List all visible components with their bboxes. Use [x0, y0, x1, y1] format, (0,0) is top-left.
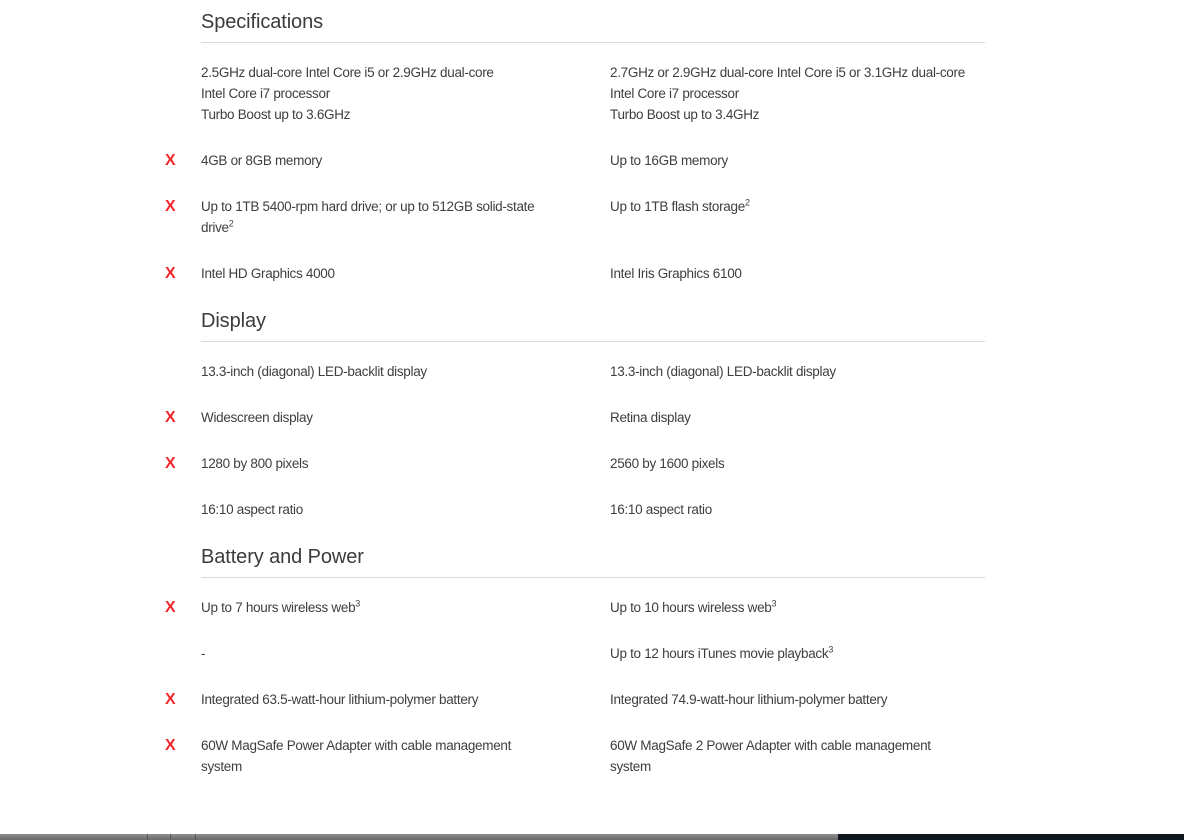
spec-cell-left	[201, 735, 610, 777]
cell-text: Intel Iris Graphics 6100	[610, 266, 742, 281]
spec-cell-right	[610, 62, 985, 125]
table-row	[164, 643, 1184, 664]
cell-text: Up to 1TB flash storage	[610, 199, 745, 214]
section-rows	[164, 62, 1184, 284]
section-title: Specifications	[201, 11, 323, 33]
mismatch-x-icon: X	[165, 152, 176, 169]
taskbar-separator	[170, 834, 171, 840]
mismatch-marker-cell	[164, 597, 201, 618]
mismatch-x-icon: X	[165, 455, 176, 472]
mismatch-marker-cell	[164, 643, 201, 664]
section-display	[164, 309, 1184, 520]
table-row	[164, 453, 1184, 474]
mismatch-marker-cell	[164, 689, 201, 710]
footnote-superscript: 2	[228, 218, 234, 229]
section-header	[201, 10, 985, 43]
mismatch-x-icon: X	[165, 737, 176, 754]
cell-text: Integrated 74.9-watt-hour lithium-polymer battery	[610, 692, 888, 707]
mismatch-marker-cell	[164, 150, 201, 171]
mismatch-marker-cell	[164, 407, 201, 428]
footnote-superscript: 3	[355, 598, 361, 609]
cell-text: 2.5GHz dual-core Intel Core i5 or 2.9GHz dual-core Intel Core i7 processor Turbo Boost up to 3.6GHz	[201, 65, 494, 122]
section-header	[201, 545, 985, 578]
table-row	[164, 735, 1184, 777]
cell-text: Up to 1TB 5400-rpm hard drive; or up to 512GB solid-state drive	[201, 199, 535, 235]
cell-text: Up to 16GB memory	[610, 153, 728, 168]
taskbar-dark-segment[interactable]	[838, 834, 1184, 840]
spec-cell-right	[610, 263, 985, 284]
table-row	[164, 263, 1184, 284]
spec-cell-left	[201, 499, 610, 520]
cell-text: Up to 7 hours wireless web	[201, 600, 356, 615]
cell-text: 4GB or 8GB memory	[201, 153, 322, 168]
table-row	[164, 597, 1184, 618]
section-title: Display	[201, 310, 266, 332]
cell-text: 1280 by 800 pixels	[201, 456, 309, 471]
spec-cell-right	[610, 407, 985, 428]
spec-cell-left	[201, 689, 610, 710]
mismatch-marker-cell	[164, 263, 201, 284]
mismatch-x-icon: X	[165, 265, 176, 282]
spec-cell-left	[201, 150, 610, 171]
taskbar-strip[interactable]	[0, 834, 1184, 840]
taskbar-left-segment[interactable]	[0, 834, 838, 840]
table-row	[164, 196, 1184, 238]
footnote-superscript: 3	[828, 644, 834, 655]
mismatch-marker-cell	[164, 62, 201, 125]
section-rows	[164, 361, 1184, 520]
spec-cell-right	[610, 453, 985, 474]
cell-text: 16:10 aspect ratio	[610, 502, 712, 517]
spec-cell-left	[201, 263, 610, 284]
spec-cell-right	[610, 597, 985, 618]
cell-text: Widescreen display	[201, 410, 313, 425]
cell-text: 13.3-inch (diagonal) LED-backlit display	[201, 364, 427, 379]
spec-cell-right	[610, 689, 985, 710]
table-row	[164, 689, 1184, 710]
mismatch-marker-cell	[164, 735, 201, 777]
section-header	[201, 309, 985, 342]
cell-text: Intel HD Graphics 4000	[201, 266, 335, 281]
cell-text: 2.7GHz or 2.9GHz dual-core Intel Core i5 or 3.1GHz dual-core Intel Core i7 processor Turbo Boost up to 3.4GHz	[610, 65, 965, 122]
cell-text: Up to 12 hours iTunes movie playback	[610, 646, 829, 661]
section-title: Battery and Power	[201, 546, 364, 568]
spec-cell-left	[201, 407, 610, 428]
spec-cell-left	[201, 643, 610, 664]
table-row	[164, 150, 1184, 171]
cell-text: 13.3-inch (diagonal) LED-backlit display	[610, 364, 836, 379]
table-row	[164, 407, 1184, 428]
cell-text: 2560 by 1600 pixels	[610, 456, 725, 471]
spec-cell-left	[201, 196, 610, 238]
section-specifications	[164, 10, 1184, 284]
section-battery-and-power	[164, 545, 1184, 777]
mismatch-marker-cell	[164, 196, 201, 238]
cell-text: 60W MagSafe Power Adapter with cable management system	[201, 738, 512, 774]
table-row	[164, 499, 1184, 520]
spec-cell-left	[201, 597, 610, 618]
cell-text: -	[201, 646, 206, 661]
mismatch-marker-cell	[164, 453, 201, 474]
section-rows	[164, 597, 1184, 777]
taskbar-separator	[147, 834, 148, 840]
spec-cell-left	[201, 361, 610, 382]
mismatch-marker-cell	[164, 499, 201, 520]
mismatch-x-icon: X	[165, 599, 176, 616]
table-row	[164, 62, 1184, 125]
cell-text: 60W MagSafe 2 Power Adapter with cable management system	[610, 738, 931, 774]
footnote-superscript: 2	[744, 197, 750, 208]
spec-cell-right	[610, 150, 985, 171]
mismatch-marker-cell	[164, 361, 201, 382]
taskbar-separator	[195, 834, 196, 840]
spec-cell-right	[610, 196, 985, 238]
cell-text: Up to 10 hours wireless web	[610, 600, 772, 615]
spec-cell-right	[610, 499, 985, 520]
cell-text: Retina display	[610, 410, 691, 425]
spec-cell-left	[201, 453, 610, 474]
cell-text: Integrated 63.5-watt-hour lithium-polymer battery	[201, 692, 479, 707]
cell-text: 16:10 aspect ratio	[201, 502, 303, 517]
mismatch-x-icon: X	[165, 409, 176, 426]
spec-cell-right	[610, 643, 985, 664]
table-row	[164, 361, 1184, 382]
spec-cell-right	[610, 735, 985, 777]
footnote-superscript: 3	[771, 598, 777, 609]
mismatch-x-icon: X	[165, 198, 176, 215]
spec-cell-left	[201, 62, 610, 125]
mismatch-x-icon: X	[165, 691, 176, 708]
spec-cell-right	[610, 361, 985, 382]
